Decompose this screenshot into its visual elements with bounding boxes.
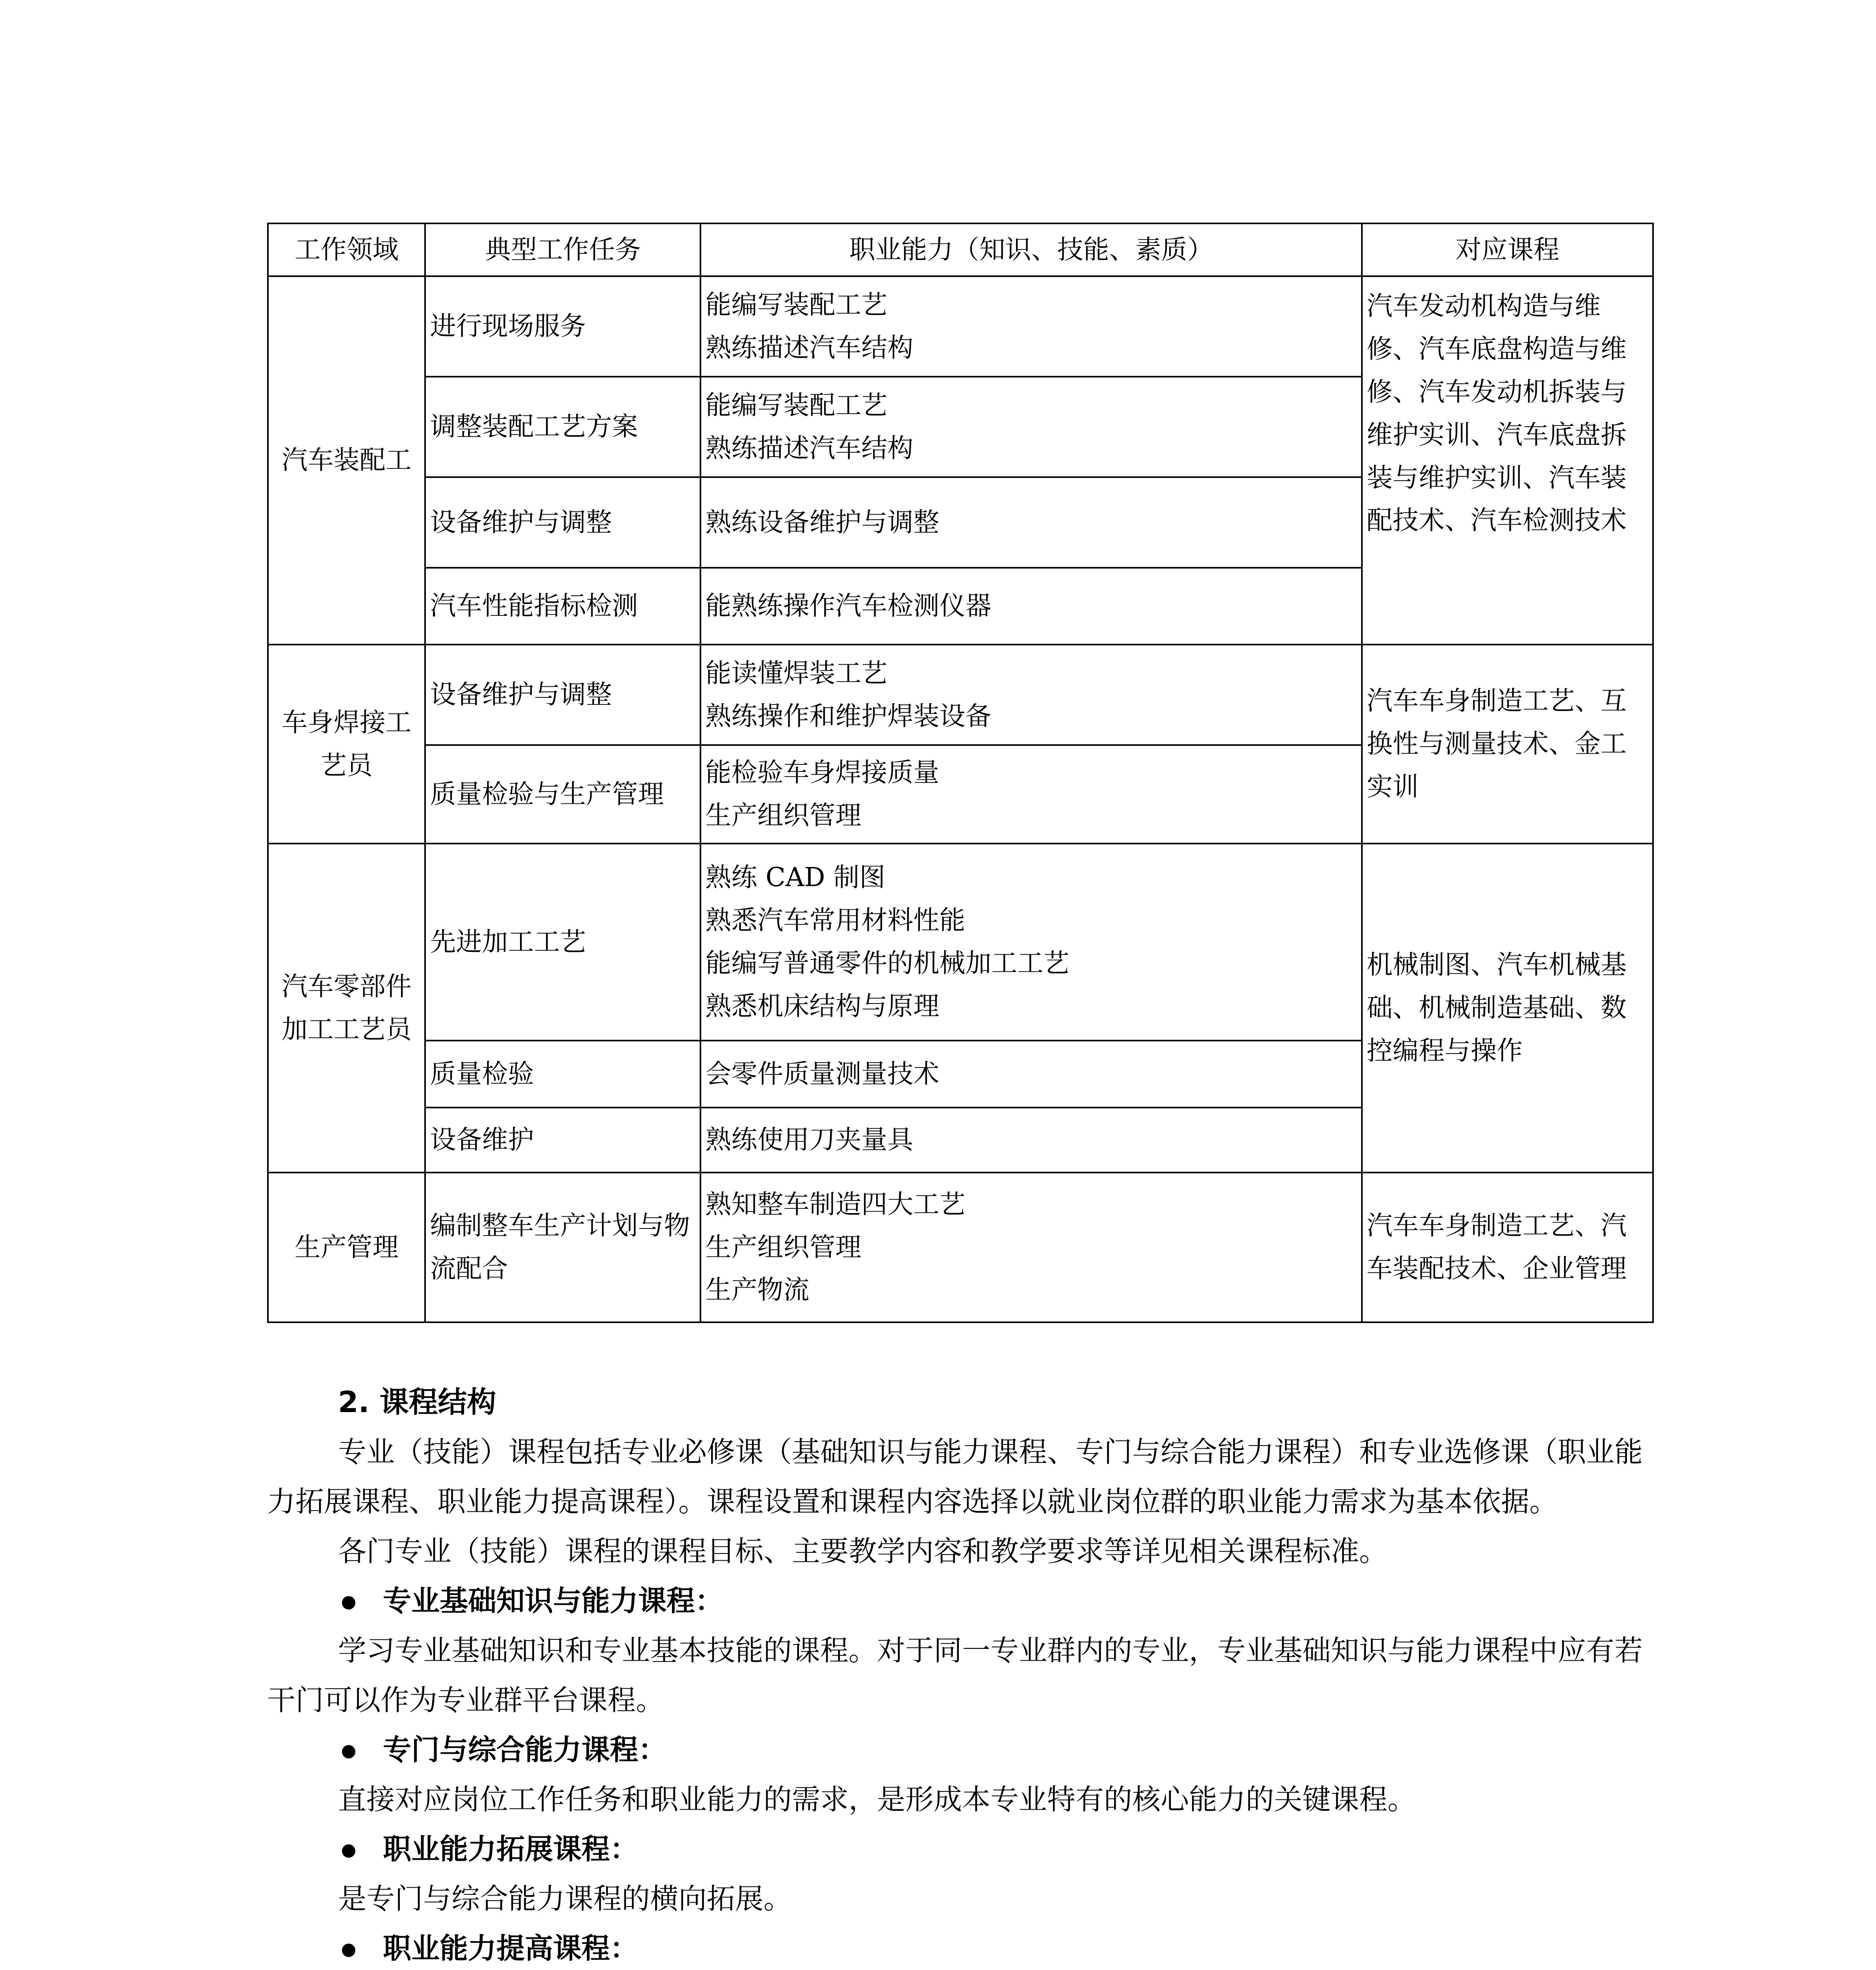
ability-cell (700, 645, 1362, 745)
task-cell: 设备维护与调整 (425, 477, 700, 568)
ability-cell (700, 377, 1362, 477)
course-cell: 汽车车身制造工艺、汽车装配技术、企业管理 (1362, 1173, 1653, 1322)
task-cell: 设备维护 (425, 1108, 700, 1173)
ability-line: 能熟练操作汽车检测仪器 (705, 591, 992, 621)
ability-cell (700, 844, 1362, 1041)
task-cell: 编制整车生产计划与物流配合 (425, 1173, 700, 1322)
bullet-heading: 职业能力拓展课程： (267, 1824, 1662, 1874)
ability-line: 生产组织管理 (705, 1232, 862, 1262)
ability-line: 熟练使用刀夹量具 (705, 1124, 914, 1155)
table-row (268, 645, 1653, 745)
bullet-heading: 专门与综合能力课程： (267, 1725, 1662, 1775)
competency-table (267, 223, 1654, 1323)
ability-line: 能检验车身焊接质量 (705, 757, 940, 788)
ability-cell (700, 745, 1362, 844)
ability-line: 熟知整车制造四大工艺 (705, 1189, 966, 1219)
ability-line: 能编写普通零件的机械加工工艺 (705, 948, 1070, 978)
ability-line: 熟练操作和维护焊装设备 (705, 701, 992, 731)
header-cell: 对应课程 (1362, 223, 1653, 276)
work-domain-cell: 汽车装配工 (268, 276, 425, 645)
work-domain-cell: 生产管理 (268, 1173, 425, 1322)
ability-cell (700, 1173, 1362, 1322)
ability-line: 熟悉机床结构与原理 (705, 991, 940, 1021)
paragraph: 各门专业（技能）课程的课程目标、主要教学内容和教学要求等详见相关课程标准。 (338, 1535, 1388, 1568)
ability-line: 熟练描述汽车结构 (705, 332, 914, 363)
ability-line: 能读懂焊装工艺 (705, 658, 888, 688)
section-heading-course-structure: 2. 课程结构 (338, 1385, 496, 1419)
header-cell: 职业能力（知识、技能、素质） (700, 223, 1362, 276)
ability-line: 熟练设备维护与调整 (705, 507, 940, 537)
ability-line: 会零件质量测量技术 (705, 1058, 940, 1089)
ability-line: 熟练 CAD 制图 (705, 862, 886, 893)
table-row (268, 1173, 1653, 1322)
table-row (268, 844, 1653, 1041)
bullet-icon (342, 1745, 355, 1758)
task-cell: 质量检验 (425, 1041, 700, 1108)
ability-cell (700, 1041, 1362, 1108)
header-cell: 工作领域 (268, 223, 425, 276)
task-cell: 汽车性能指标检测 (425, 568, 700, 645)
bullet-icon (342, 1944, 355, 1957)
ability-cell (700, 1108, 1362, 1173)
paragraph: 是专门与综合能力课程的横向拓展。 (338, 1882, 792, 1915)
ability-line: 熟练描述汽车结构 (705, 433, 914, 463)
ability-line: 生产物流 (705, 1275, 810, 1305)
ability-line: 熟悉汽车常用材料性能 (705, 905, 966, 936)
course-cell: 汽车车身制造工艺、互换性与测量技术、金工实训 (1362, 645, 1653, 844)
bullet-icon (342, 1596, 355, 1609)
ability-cell (700, 568, 1362, 645)
ability-line: 生产组织管理 (705, 800, 862, 831)
paragraph: 直接对应岗位工作任务和职业能力的需求，是形成本专业特有的核心能力的关键课程。 (338, 1783, 1416, 1816)
task-cell: 调整装配工艺方案 (425, 377, 700, 477)
task-cell: 质量检验与生产管理 (425, 745, 700, 844)
table-header-row (268, 223, 1653, 276)
ability-line: 能编写装配工艺 (705, 390, 888, 420)
task-cell: 设备维护与调整 (425, 645, 700, 745)
ability-line: 能编写装配工艺 (705, 289, 888, 320)
task-cell: 先进加工工艺 (425, 844, 700, 1041)
work-domain-cell: 车身焊接工艺员 (268, 645, 425, 844)
paragraph: 专业（技能）课程包括专业必修课（基础知识与能力课程、专门与综合能力课程）和专业选修课（职业能力拓展课程、职业能力提高课程）。课程设置和课程内容选择以就业岗位群的职业能力需求为基本依据。 (267, 1435, 1643, 1518)
bullet-heading: 专业基础知识与能力课程： (267, 1576, 1662, 1626)
ability-cell (700, 477, 1362, 568)
paragraph: 学习专业基础知识和专业基本技能的课程。对于同一专业群内的专业，专业基础知识与能力课程中应有若干门可以作为专业群平台课程。 (267, 1634, 1643, 1717)
bullet-icon (342, 1844, 355, 1858)
course-cell: 汽车发动机构造与维修、汽车底盘构造与维修、汽车发动机拆装与维护实训、汽车底盘拆装与维护实训、汽车装配技术、汽车检测技术 (1362, 276, 1653, 645)
task-cell: 进行现场服务 (425, 276, 700, 377)
table-row (268, 276, 1653, 377)
bullet-heading: 职业能力提高课程： (267, 1924, 1662, 1970)
course-cell: 机械制图、汽车机械基础、机械制造基础、数控编程与操作 (1362, 844, 1653, 1173)
work-domain-cell: 汽车零部件加工工艺员 (268, 844, 425, 1173)
course-structure-body (267, 1427, 1662, 1970)
header-cell: 典型工作任务 (425, 223, 700, 276)
ability-cell (700, 276, 1362, 377)
